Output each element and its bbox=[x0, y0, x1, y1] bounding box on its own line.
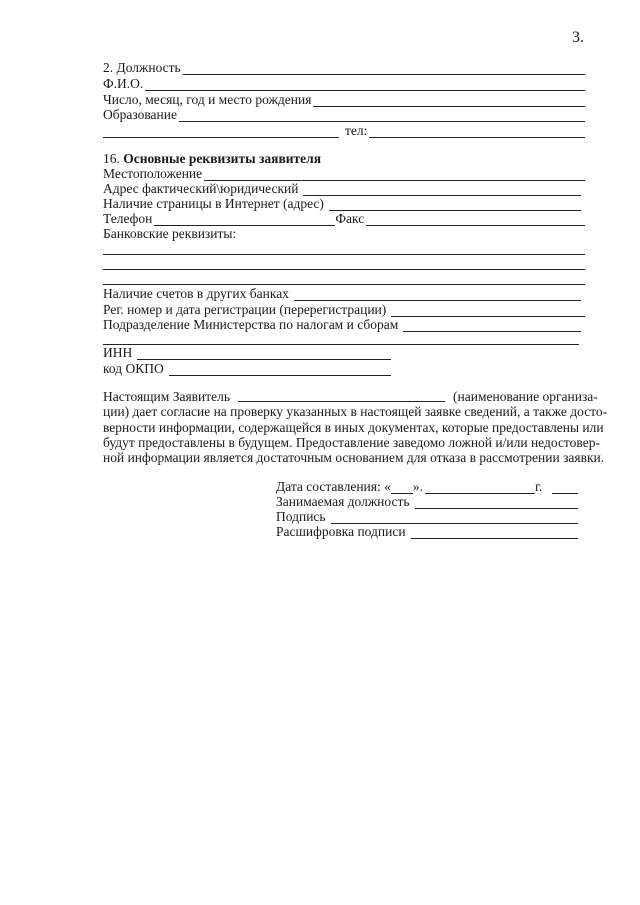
address-field: Адрес фактический\юридический bbox=[103, 181, 585, 196]
fio-field: Ф.И.О. bbox=[103, 76, 585, 91]
decode-line[interactable] bbox=[411, 526, 578, 539]
education-line[interactable] bbox=[179, 109, 585, 122]
phone-line[interactable] bbox=[154, 213, 335, 226]
okpo-line[interactable] bbox=[169, 363, 391, 376]
birth-line[interactable] bbox=[313, 94, 585, 107]
other-accounts-line[interactable] bbox=[294, 288, 581, 301]
birth-field: Число, месяц, год и место рождения bbox=[103, 92, 585, 107]
date-field: Дата составления: « ». г. bbox=[276, 479, 578, 494]
reg-field: Рег. номер и дата регистрации (перерегистрации) bbox=[103, 302, 585, 317]
location-field: Местоположение bbox=[103, 166, 585, 181]
tax-field: Подразделение Министерства по налогам и сборам bbox=[103, 317, 585, 332]
bank-line-3[interactable] bbox=[103, 284, 585, 285]
reg-line[interactable] bbox=[391, 304, 585, 317]
location-line[interactable] bbox=[204, 168, 585, 181]
address-line[interactable] bbox=[303, 183, 581, 196]
position-line[interactable] bbox=[183, 62, 585, 75]
applicant-name-line[interactable] bbox=[238, 389, 445, 402]
fio-line[interactable] bbox=[145, 78, 585, 91]
tel-field: тел: bbox=[103, 123, 585, 138]
consent-paragraph: Настоящим Заявитель (наименование организа- ции) дает согласие на проверку указанных в настоящей заявке сведений, а также досто- верности информации, содержащейся в иных документах, которые предоставлены или будут предоставлены в будущем. Предоставление заведомо ложной и/или недостовер- ной информации является достаточным основанием для отказа в рассмотрении заявки. bbox=[103, 389, 608, 466]
website-line[interactable] bbox=[329, 198, 581, 211]
month-line[interactable] bbox=[425, 481, 535, 494]
section16-heading: 16. Основные реквизиты заявителя bbox=[103, 151, 322, 166]
bank-line-1[interactable] bbox=[103, 254, 585, 255]
page-number: 3. bbox=[572, 29, 584, 46]
education-field: Образование bbox=[103, 107, 585, 122]
okpo-field: код ОКПО bbox=[103, 361, 391, 376]
tax-line[interactable] bbox=[403, 319, 581, 332]
extra-line[interactable] bbox=[103, 125, 339, 138]
year-line[interactable] bbox=[552, 481, 578, 494]
inn-line[interactable] bbox=[137, 347, 391, 360]
tel-line[interactable] bbox=[369, 125, 585, 138]
position-field: 2. Должность bbox=[103, 60, 585, 75]
website-field: Наличие страницы в Интернет (адрес) bbox=[103, 196, 585, 211]
job-line[interactable] bbox=[415, 496, 578, 509]
decode-field: Расшифровка подписи bbox=[276, 524, 578, 539]
phone-fax-field: Телефон Факс bbox=[103, 211, 585, 226]
sign-field: Подпись bbox=[276, 509, 578, 524]
bank-label: Банковские реквизиты: bbox=[103, 226, 237, 241]
fax-line[interactable] bbox=[366, 213, 585, 226]
sign-line[interactable] bbox=[331, 511, 578, 524]
other-accounts-field: Наличие счетов в других банках bbox=[103, 286, 585, 301]
inn-field: ИНН bbox=[103, 345, 391, 360]
job-field: Занимаемая должность bbox=[276, 494, 578, 509]
bank-line-2[interactable] bbox=[103, 269, 585, 270]
day-line[interactable] bbox=[391, 481, 413, 494]
